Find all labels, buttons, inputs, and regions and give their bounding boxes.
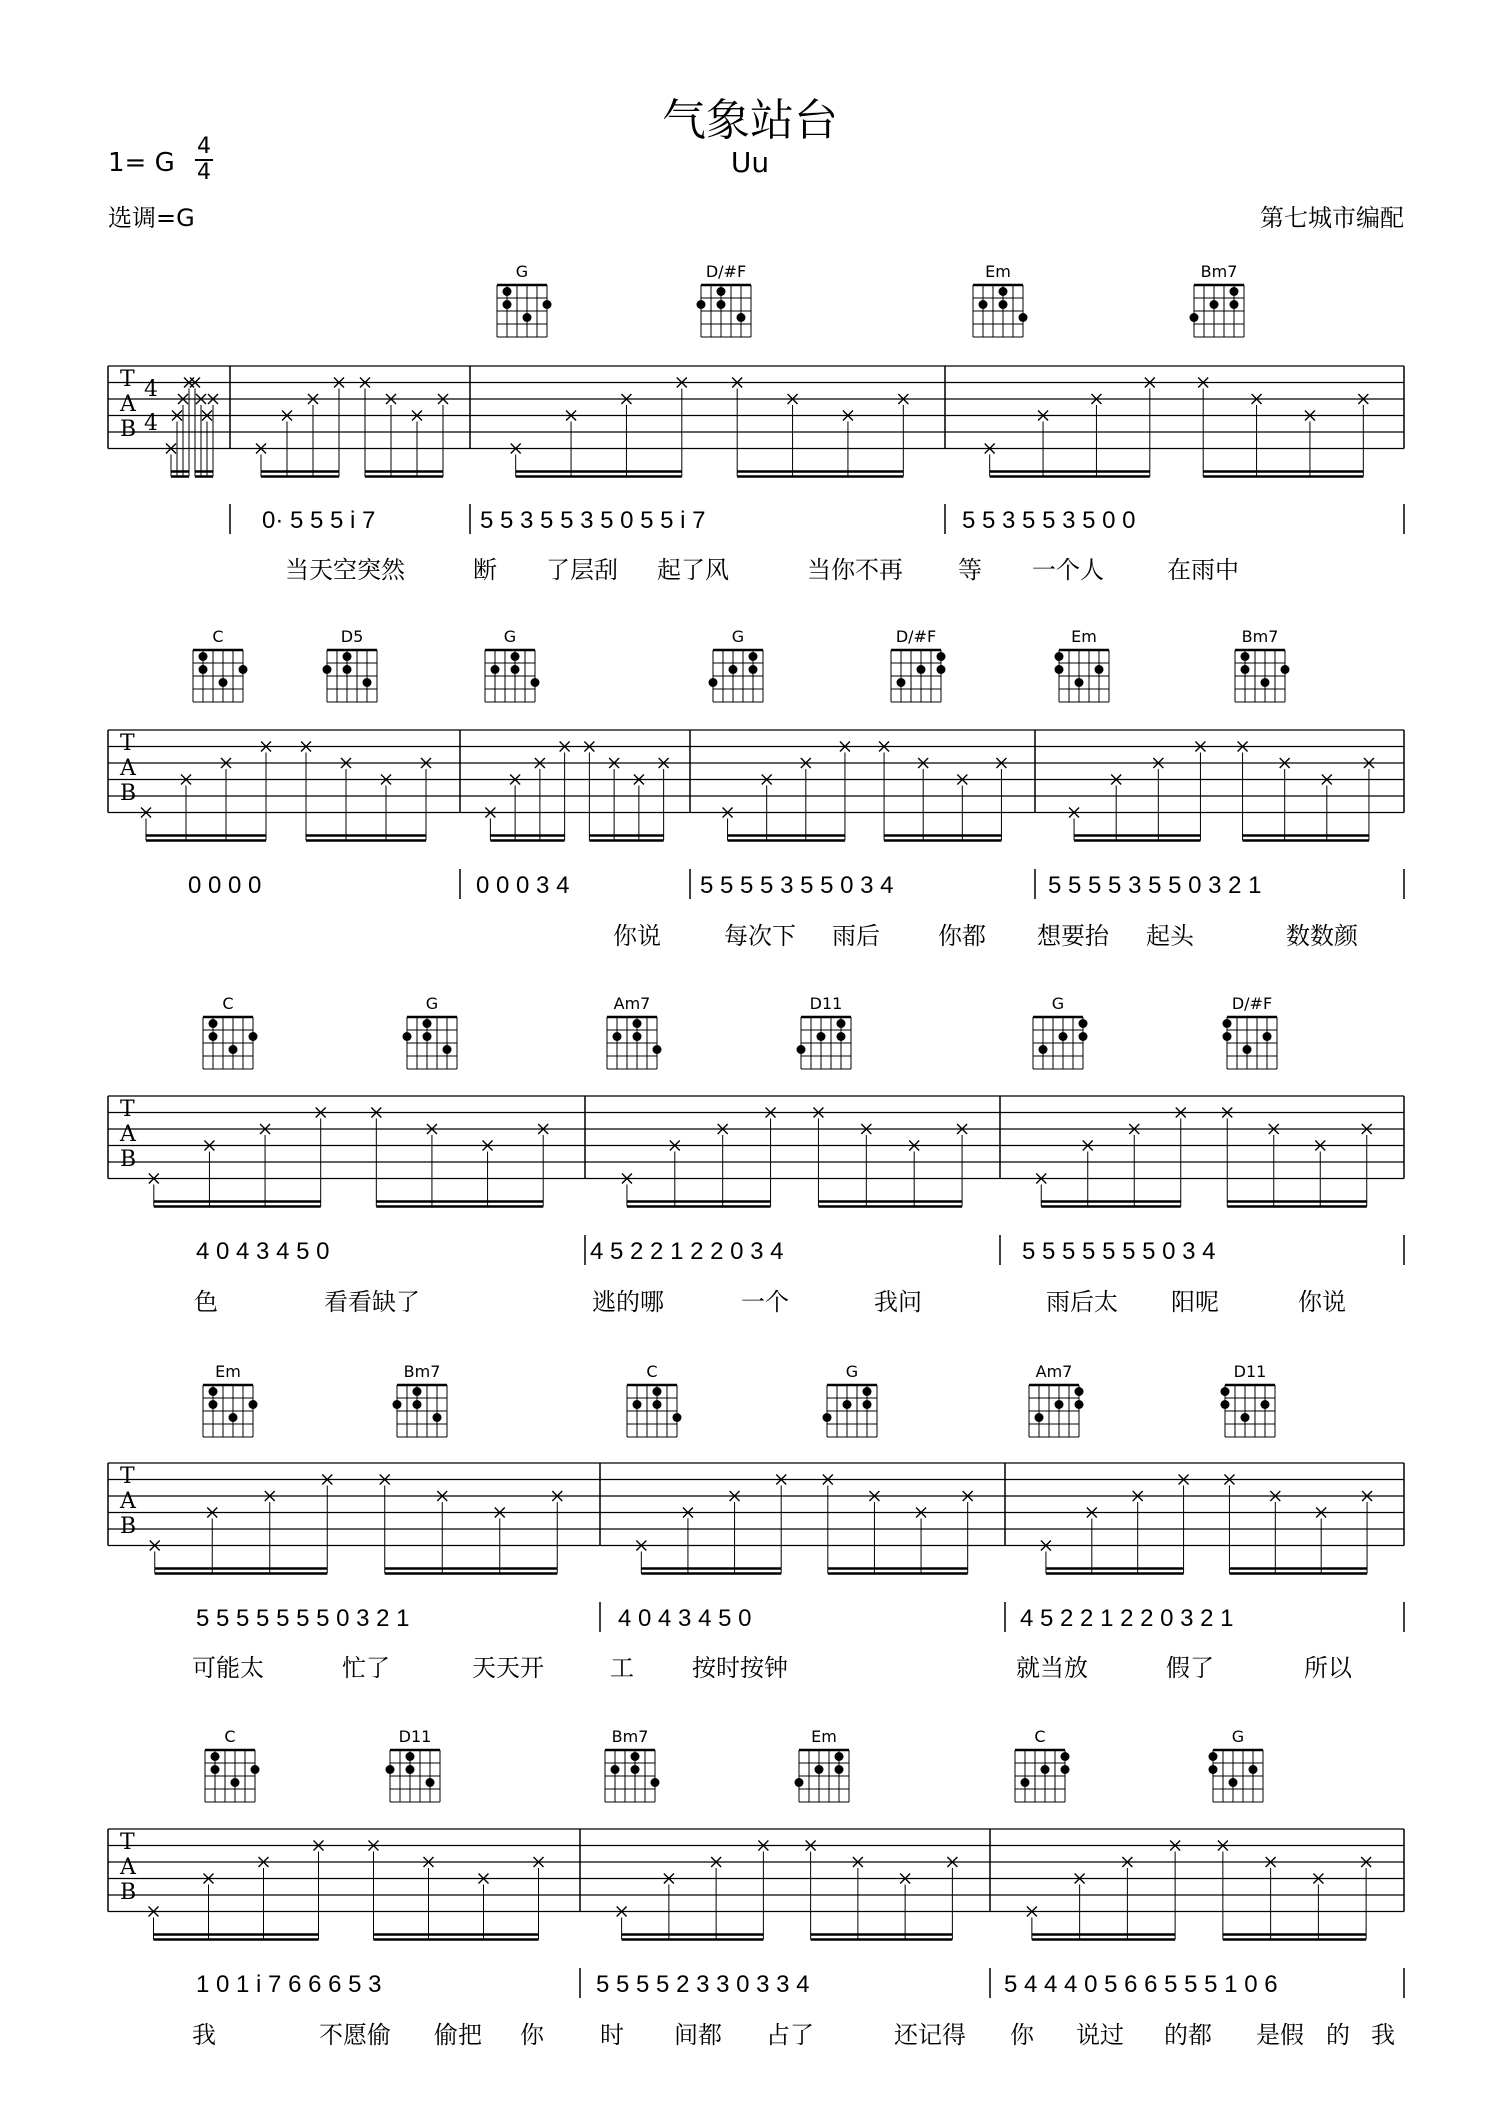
finger-dot (1055, 665, 1064, 674)
chord-name: G (845, 1362, 859, 1381)
finger-dot (1055, 652, 1064, 661)
finger-dot (393, 1400, 402, 1409)
tab-clef-letter: T (120, 731, 135, 756)
chord-name: D/#F (1231, 994, 1273, 1013)
finger-dot (1079, 1032, 1088, 1041)
tab-clef-letter: T (120, 1097, 135, 1122)
lyric-syllable: 等 (958, 556, 982, 584)
finger-dot (611, 1765, 620, 1774)
finger-dot (717, 287, 726, 296)
finger-dot (239, 665, 248, 674)
finger-dot (249, 1400, 258, 1409)
arranger-credit: 第七城市编配 (1260, 204, 1404, 232)
finger-dot (717, 300, 726, 309)
finger-dot (209, 1032, 218, 1041)
finger-dot (1059, 1032, 1068, 1041)
system-3 (108, 994, 1404, 1316)
finger-dot (835, 1765, 844, 1774)
finger-dot (729, 665, 738, 674)
finger-dot (1075, 1400, 1084, 1409)
finger-dot (863, 1387, 872, 1396)
chord-diagram (497, 262, 552, 337)
lyric-syllable: 偷把 (434, 2021, 482, 2049)
song-title: 气象站台 (662, 95, 838, 146)
finger-dot (999, 287, 1008, 296)
lyric-syllable: 一个 (741, 1288, 789, 1316)
finger-dot (443, 1045, 452, 1054)
finger-dot (1035, 1413, 1044, 1422)
finger-dot (697, 300, 706, 309)
chord-name: D11 (398, 1727, 432, 1746)
chord-diagram (205, 1727, 260, 1802)
finger-dot (1243, 1045, 1252, 1054)
finger-dot (1229, 1778, 1238, 1787)
jianpu-measure: 4 0 4 3 4 5 0 (618, 1605, 752, 1632)
tab-time-signature: 4 (144, 377, 158, 402)
lyric-syllable: 天天开 (472, 1654, 544, 1682)
finger-dot (897, 678, 906, 687)
finger-dot (511, 652, 520, 661)
finger-dot (426, 1778, 435, 1787)
jianpu-measure: 5 5 5 5 5 5 5 0 3 2 1 (196, 1605, 410, 1632)
jianpu-measure: 4 0 4 3 4 5 0 (196, 1238, 330, 1265)
capo-setting: 选调=G (108, 204, 195, 232)
chord-diagram (1015, 1727, 1070, 1802)
finger-dot (1075, 678, 1084, 687)
tab-clef-letter: A (120, 1855, 136, 1880)
chord-name: G (425, 994, 439, 1013)
lyric-syllable: 可能太 (192, 1654, 264, 1682)
finger-dot (323, 665, 332, 674)
finger-dot (1075, 1387, 1084, 1396)
lyric-syllable: 一个人 (1032, 556, 1104, 584)
chord-name: Em (1071, 627, 1097, 646)
lyric-syllable: 逃的哪 (592, 1288, 664, 1316)
chord-diagram (393, 1362, 448, 1437)
chord-name: D/#F (705, 262, 747, 281)
lyric-syllable: 按时按钟 (692, 1654, 788, 1682)
tab-time-signature: 4 (144, 411, 158, 436)
jianpu-measure: 5 5 3 5 5 3 5 0 5 5 i 7 (480, 507, 706, 534)
tab-clef-letter: B (120, 1880, 137, 1905)
tab-clef-letter: B (120, 417, 137, 442)
finger-dot (1039, 1045, 1048, 1054)
chord-diagram (797, 994, 852, 1069)
chord-name: Bm7 (1241, 627, 1279, 646)
finger-dot (1230, 287, 1239, 296)
finger-dot (413, 1400, 422, 1409)
finger-dot (503, 287, 512, 296)
finger-dot (749, 652, 758, 661)
finger-dot (835, 1752, 844, 1761)
chord-name: G (731, 627, 745, 646)
lyric-syllable: 想要抬 (1037, 922, 1109, 950)
artist-name: Uu (730, 146, 770, 179)
lyric-syllable: 我问 (874, 1288, 922, 1316)
finger-dot (406, 1752, 415, 1761)
lyric-syllable: 还记得 (894, 2021, 966, 2049)
lyric-syllable: 的 (1326, 2021, 1350, 2049)
lyric-syllable: 色 (194, 1288, 218, 1316)
finger-dot (633, 1019, 642, 1028)
finger-dot (1241, 1413, 1250, 1422)
lyric-syllable: 时 (600, 2021, 624, 2049)
lyric-syllable: 起头 (1146, 922, 1194, 950)
finger-dot (979, 300, 988, 309)
finger-dot (937, 665, 946, 674)
finger-dot (1021, 1778, 1030, 1787)
chord-name: G (1051, 994, 1065, 1013)
jianpu-measure: 4 5 2 2 1 2 2 0 3 4 (590, 1238, 784, 1265)
finger-dot (219, 678, 228, 687)
finger-dot (937, 652, 946, 661)
finger-dot (413, 1387, 422, 1396)
chord-diagram (1221, 1362, 1276, 1437)
finger-dot (1095, 665, 1104, 674)
finger-dot (403, 1032, 412, 1041)
finger-dot (633, 1400, 642, 1409)
finger-dot (999, 300, 1008, 309)
chord-diagram (823, 1362, 878, 1437)
system-5 (108, 1727, 1404, 2049)
finger-dot (229, 1413, 238, 1422)
finger-dot (1241, 652, 1250, 661)
finger-dot (209, 1019, 218, 1028)
jianpu-measure: 0 0 0 3 4 (476, 872, 570, 899)
chord-diagram (697, 262, 752, 337)
finger-dot (343, 652, 352, 661)
finger-dot (1263, 1032, 1272, 1041)
chord-name: C (222, 994, 234, 1013)
finger-dot (209, 1387, 218, 1396)
chord-diagram (1209, 1727, 1264, 1802)
finger-dot (406, 1765, 415, 1774)
tab-clef-letter: T (120, 367, 135, 392)
finger-dot (815, 1765, 824, 1774)
lyric-syllable: 所以 (1304, 1654, 1352, 1682)
finger-dot (917, 665, 926, 674)
chord-name: Bm7 (1200, 262, 1238, 281)
tab-clef-letter: A (120, 392, 136, 417)
jianpu-measure: 5 5 5 5 3 5 5 0 3 4 (700, 872, 894, 899)
chord-diagram (193, 627, 248, 702)
chord-diagram (485, 627, 540, 702)
finger-dot (1041, 1765, 1050, 1774)
finger-dot (1241, 665, 1250, 674)
chord-name: Am7 (613, 994, 651, 1013)
finger-dot (423, 1019, 432, 1028)
lyric-syllable: 阳呢 (1171, 1288, 1219, 1316)
chord-name: G (503, 627, 517, 646)
chord-diagram (607, 994, 662, 1069)
finger-dot (653, 1045, 662, 1054)
finger-dot (631, 1752, 640, 1761)
lyric-syllable: 在雨中 (1167, 556, 1239, 584)
finger-dot (1249, 1765, 1258, 1774)
lyric-syllable: 雨后 (832, 922, 880, 950)
finger-dot (543, 300, 552, 309)
chord-diagram (1033, 994, 1088, 1069)
finger-dot (211, 1752, 220, 1761)
finger-dot (231, 1778, 240, 1787)
finger-dot (1221, 1387, 1230, 1396)
finger-dot (633, 1032, 642, 1041)
finger-dot (823, 1413, 832, 1422)
lyric-syllable: 我 (1371, 2021, 1395, 2049)
system-1 (108, 262, 1404, 584)
tab-clef-letter: B (120, 1147, 137, 1172)
lyric-syllable: 了层刮 (546, 556, 618, 584)
time-signature-top: 4 (197, 134, 211, 159)
lyric-syllable: 间都 (674, 2021, 722, 2049)
finger-dot (503, 300, 512, 309)
chord-name: Em (985, 262, 1011, 281)
finger-dot (1190, 313, 1199, 322)
finger-dot (673, 1413, 682, 1422)
tab-clef-letter: B (120, 781, 137, 806)
lyric-syllable: 我 (192, 2021, 216, 2049)
chord-name: Em (215, 1362, 241, 1381)
lyric-syllable: 数数颜 (1286, 922, 1358, 950)
finger-dot (797, 1045, 806, 1054)
system-2 (108, 627, 1404, 950)
lyric-syllable: 就当放 (1016, 1654, 1088, 1682)
chord-diagram (973, 262, 1028, 337)
chord-name: Bm7 (611, 1727, 649, 1746)
finger-dot (343, 665, 352, 674)
tab-clef-letter: T (120, 1830, 135, 1855)
lyric-syllable: 你都 (938, 922, 986, 950)
finger-dot (1055, 1400, 1064, 1409)
chord-diagram (203, 994, 258, 1069)
finger-dot (209, 1400, 218, 1409)
lyric-syllable: 你说 (1298, 1288, 1346, 1316)
tab-clef-letter: A (120, 756, 136, 781)
finger-dot (1079, 1019, 1088, 1028)
finger-dot (817, 1032, 826, 1041)
finger-dot (249, 1032, 258, 1041)
finger-dot (795, 1778, 804, 1787)
finger-dot (1209, 1752, 1218, 1761)
finger-dot (613, 1032, 622, 1041)
chord-diagram (386, 1727, 441, 1802)
lyric-syllable: 起了风 (657, 556, 729, 584)
jianpu-measure: 5 5 5 5 5 5 5 0 3 4 (1022, 1238, 1216, 1265)
finger-dot (363, 678, 372, 687)
finger-dot (1281, 665, 1290, 674)
lyric-syllable: 看看缺了 (324, 1288, 420, 1316)
chord-diagram (1190, 262, 1245, 337)
chord-name: D11 (809, 994, 843, 1013)
finger-dot (837, 1019, 846, 1028)
chord-diagram (403, 994, 458, 1069)
jianpu-measure: 5 4 4 4 0 5 6 6 5 5 5 1 0 6 (1004, 1971, 1278, 1998)
finger-dot (1061, 1752, 1070, 1761)
finger-dot (653, 1387, 662, 1396)
chord-name: D11 (1233, 1362, 1267, 1381)
finger-dot (651, 1778, 660, 1787)
finger-dot (211, 1765, 220, 1774)
finger-dot (863, 1400, 872, 1409)
chord-name: G (1231, 1727, 1245, 1746)
jianpu-measure: 4 5 2 2 1 2 2 0 3 2 1 (1020, 1605, 1234, 1632)
chord-name: D5 (340, 627, 364, 646)
finger-dot (843, 1400, 852, 1409)
chord-name: Bm7 (403, 1362, 441, 1381)
lyric-syllable: 雨后太 (1046, 1288, 1118, 1316)
finger-dot (653, 1400, 662, 1409)
finger-dot (251, 1765, 260, 1774)
lyric-syllable: 假了 (1166, 1654, 1214, 1682)
chord-name: C (224, 1727, 236, 1746)
chord-name: G (515, 262, 529, 281)
finger-dot (433, 1413, 442, 1422)
lyric-syllable: 当你不再 (807, 556, 903, 584)
lyric-syllable: 不愿偷 (319, 2021, 391, 2049)
jianpu-measure: 0· 5 5 5 i 7 (262, 507, 376, 534)
system-4 (108, 1362, 1404, 1682)
chord-diagram (323, 627, 378, 702)
finger-dot (199, 652, 208, 661)
chord-diagram (1055, 627, 1110, 702)
chord-name: Em (811, 1727, 837, 1746)
jianpu-measure: 1 0 1 i 7 6 6 6 5 3 (196, 1971, 382, 1998)
tab-clef-letter: T (120, 1464, 135, 1489)
lyric-syllable: 当天空突然 (285, 556, 405, 584)
chord-diagram (709, 627, 764, 702)
jianpu-measure: 5 5 5 5 3 5 5 0 3 2 1 (1048, 872, 1262, 899)
finger-dot (1223, 1032, 1232, 1041)
tab-clef-letter: A (120, 1489, 136, 1514)
finger-dot (1209, 1765, 1218, 1774)
lyric-syllable: 你说 (613, 922, 661, 950)
lyric-syllable: 你 (1010, 2021, 1034, 2049)
lyric-syllable: 占了 (766, 2021, 814, 2049)
lyric-syllable: 工 (610, 1654, 634, 1682)
finger-dot (1019, 313, 1028, 322)
finger-dot (709, 678, 718, 687)
lyric-syllable: 是假 (1256, 2021, 1304, 2049)
time-signature-bottom: 4 (197, 160, 211, 185)
lyric-syllable: 的都 (1164, 2021, 1212, 2049)
finger-dot (511, 665, 520, 674)
chord-name: Am7 (1035, 1362, 1073, 1381)
finger-dot (1223, 1019, 1232, 1028)
jianpu-measure: 5 5 5 5 2 3 3 0 3 3 4 (596, 1971, 810, 1998)
finger-dot (229, 1045, 238, 1054)
key-signature: 1= G (108, 148, 175, 178)
finger-dot (737, 313, 746, 322)
chord-name: D/#F (895, 627, 937, 646)
lyric-syllable: 断 (473, 556, 497, 584)
finger-dot (837, 1032, 846, 1041)
finger-dot (531, 678, 540, 687)
chord-diagram (627, 1362, 682, 1437)
chord-diagram (1029, 1362, 1084, 1437)
chord-diagram (1223, 994, 1278, 1069)
jianpu-measure: 5 5 3 5 5 3 5 0 0 (962, 507, 1136, 534)
finger-dot (1210, 300, 1219, 309)
chord-name: C (646, 1362, 658, 1381)
lyric-syllable: 每次下 (724, 922, 796, 950)
tab-clef-letter: B (120, 1514, 137, 1539)
chord-diagram (605, 1727, 660, 1802)
finger-dot (1221, 1400, 1230, 1409)
chord-diagram (891, 627, 946, 702)
chord-diagram (1235, 627, 1290, 702)
finger-dot (1261, 678, 1270, 687)
chord-diagram (795, 1727, 850, 1802)
finger-dot (631, 1765, 640, 1774)
finger-dot (523, 313, 532, 322)
finger-dot (423, 1032, 432, 1041)
chord-name: C (212, 627, 224, 646)
finger-dot (199, 665, 208, 674)
finger-dot (1261, 1400, 1270, 1409)
chord-diagram (203, 1362, 258, 1437)
finger-dot (491, 665, 500, 674)
jianpu-measure: 0 0 0 0 (188, 872, 262, 899)
finger-dot (749, 665, 758, 674)
finger-dot (1230, 300, 1239, 309)
finger-dot (386, 1765, 395, 1774)
lyric-syllable: 忙了 (342, 1654, 390, 1682)
lyric-syllable: 说过 (1076, 2021, 1124, 2049)
finger-dot (1061, 1765, 1070, 1774)
tab-clef-letter: A (120, 1122, 136, 1147)
chord-name: C (1034, 1727, 1046, 1746)
lyric-syllable: 你 (520, 2021, 544, 2049)
